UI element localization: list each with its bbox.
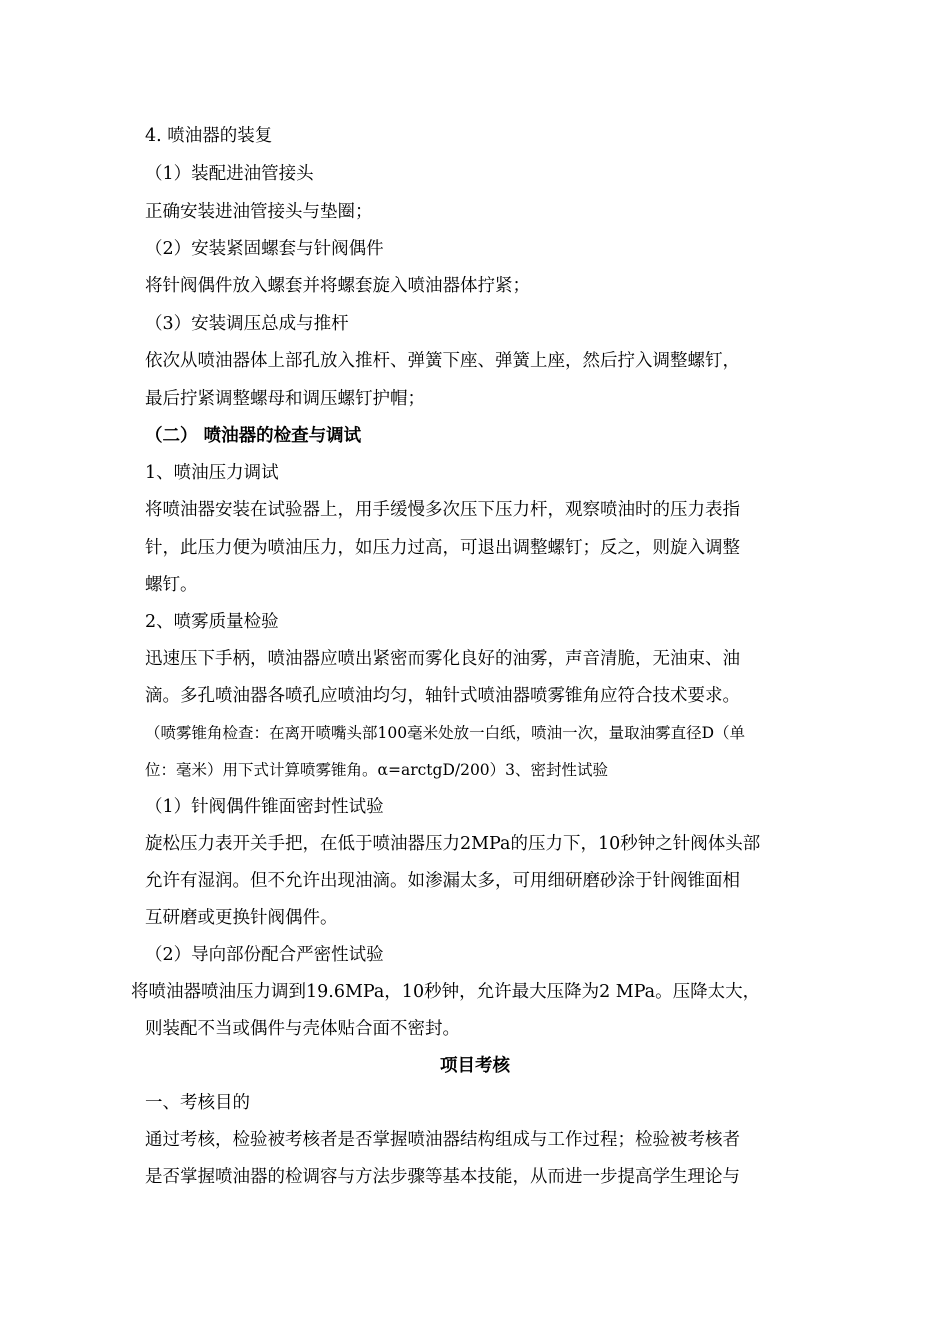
paragraph-line: 滴。多孔喷油器各喷孔应喷油均匀，轴针式喷油器喷雾锥角应符合技术要求。 (145, 686, 740, 706)
paragraph-line: 旋松压力表开关手把，在低于喷油器压力2MPa的压力下，10秒钟之针阀体头部 (145, 834, 761, 854)
step-heading-guide-seal: （2）导向部份配合严密性试验 (145, 945, 384, 965)
paragraph-line: 将喷油器喷油压力调到19.6MPa，10秒钟，允许最大压降为2 MPa。压降太大， (131, 982, 761, 1002)
paragraph: 正确安装进油管接头与垫圈； (145, 202, 373, 222)
paragraph-line: 是否掌握喷油器的检调容与方法步骤等基本技能，从而进一步提高学生理论与 (145, 1167, 740, 1187)
paragraph: 将针阀偶件放入螺套并将螺套旋入喷油器体拧紧； (145, 276, 530, 296)
paragraph-line: 针，此压力便为喷油压力，如压力过高，可退出调整螺钉；反之，则旋入调整 (145, 538, 740, 558)
paragraph-line: 允许有湿润。但不允许出现油滴。如渗漏太多，可用细研磨砂涂于针阀锥面相 (145, 871, 740, 891)
paragraph-line: 迅速压下手柄，喷油器应喷出紧密而雾化良好的油雾，声音清脆，无油束、油 (145, 649, 740, 669)
paragraph-line: 则装配不当或偶件与壳体贴合面不密封。 (145, 1019, 460, 1039)
subheading-assessment-goal: 一、考核目的 (145, 1093, 250, 1113)
step-heading-1: （1）装配进油管接头 (145, 164, 314, 184)
note-line: （喷雾锥角检查：在离开喷嘴头部100毫米处放一白纸，喷油一次，量取油雾直径D（单 (145, 724, 746, 742)
note-line: 位：毫米）用下式计算喷雾锥角。α=arctgD/200）3、密封性试验 (145, 761, 609, 779)
paragraph-line: 最后拧紧调整螺母和调压螺钉护帽； (145, 389, 425, 409)
subheading-pressure-test: 1、喷油压力调试 (145, 463, 279, 483)
section-heading-inspection: （二） 喷油器的检查与调试 (145, 426, 362, 446)
subheading-spray-quality: 2、喷雾质量检验 (145, 612, 279, 632)
paragraph-line: 通过考核，检验被考核者是否掌握喷油器结构组成与工作过程；检验被考核者 (145, 1130, 740, 1150)
step-heading-needle-seal: （1）针阀偶件锥面密封性试验 (145, 797, 384, 817)
paragraph-line: 互研磨或更换针阀偶件。 (145, 908, 338, 928)
paragraph-line: 依次从喷油器体上部孔放入推杆、弹簧下座、弹簧上座，然后拧入调整螺钉， (145, 351, 740, 371)
paragraph-line: 螺钉。 (145, 575, 198, 595)
section-heading-reassembly: 4. 喷油器的装复 (145, 126, 273, 146)
paragraph-line: 将喷油器安装在试验器上，用手缓慢多次压下压力杆，观察喷油时的压力表指 (145, 500, 740, 520)
section-title-assessment: 项目考核 (440, 1056, 510, 1076)
step-heading-3: （3）安装调压总成与推杆 (145, 314, 349, 334)
step-heading-2: （2）安装紧固螺套与针阀偶件 (145, 239, 384, 259)
